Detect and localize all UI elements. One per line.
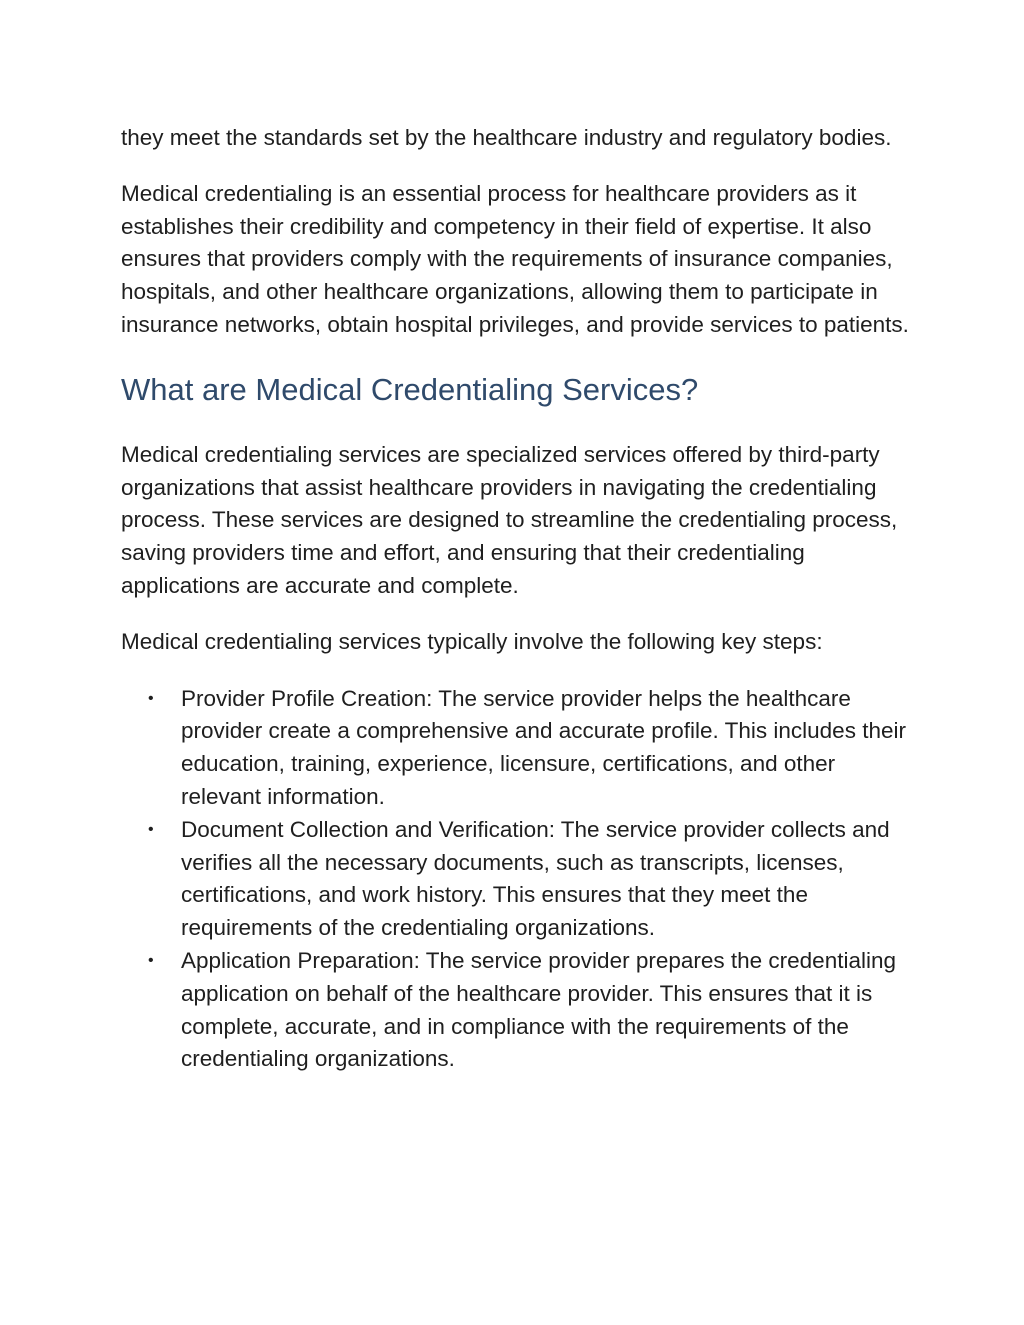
bullet-icon: •	[148, 951, 154, 969]
section-heading: What are Medical Credentialing Services?	[121, 371, 699, 407]
list-item	[148, 814, 911, 945]
list-item-text: Application Preparation: The service provider prepares the credentialing application on behalf of the healthcare provider. This ensures that it is complete, accurate, and in compliance with the requirements of the credentialing organizations.	[181, 947, 896, 1072]
paragraph-services-definition: Medical credentialing services are specialized services offered by third-party organizations that assist healthcare providers in navigating the credentialing process. These services are designed to streamline the credentialing process, saving providers time and effort, and ensuring that their credentialing applications are accurate and complete.	[121, 441, 898, 598]
list-item	[148, 945, 911, 1076]
list-item-text: Document Collection and Verification: The service provider collects and verifies all the necessary documents, such as transcripts, licenses, certifications, and work history. This ensures that they meet the requirements of the credentialing organizations.	[181, 816, 890, 941]
document-page	[121, 122, 911, 1076]
list-item-text: Provider Profile Creation: The service provider helps the healthcare provider create a comprehensive and accurate profile. This includes their education, training, experience, licensure, certifications, and other relevant information.	[181, 685, 906, 809]
paragraph-credentialing-importance: Medical credentialing is an essential process for healthcare providers as it establishes their credibility and competency in their field of expertise. It also ensures that providers comply with the requirements of insurance companies, hospitals, and other healthcare organizations, allowing them to participate in insurance networks, obtain hospital privileges, and provide services to patients.	[121, 180, 909, 337]
bullet-icon: •	[148, 689, 154, 707]
steps-list	[121, 683, 911, 1077]
list-item	[148, 683, 911, 814]
bullet-icon: •	[148, 820, 154, 838]
paragraph-continuation: they meet the standards set by the healthcare industry and regulatory bodies.	[121, 125, 892, 150]
paragraph-steps-intro: Medical credentialing services typically involve the following key steps:	[121, 628, 823, 654]
